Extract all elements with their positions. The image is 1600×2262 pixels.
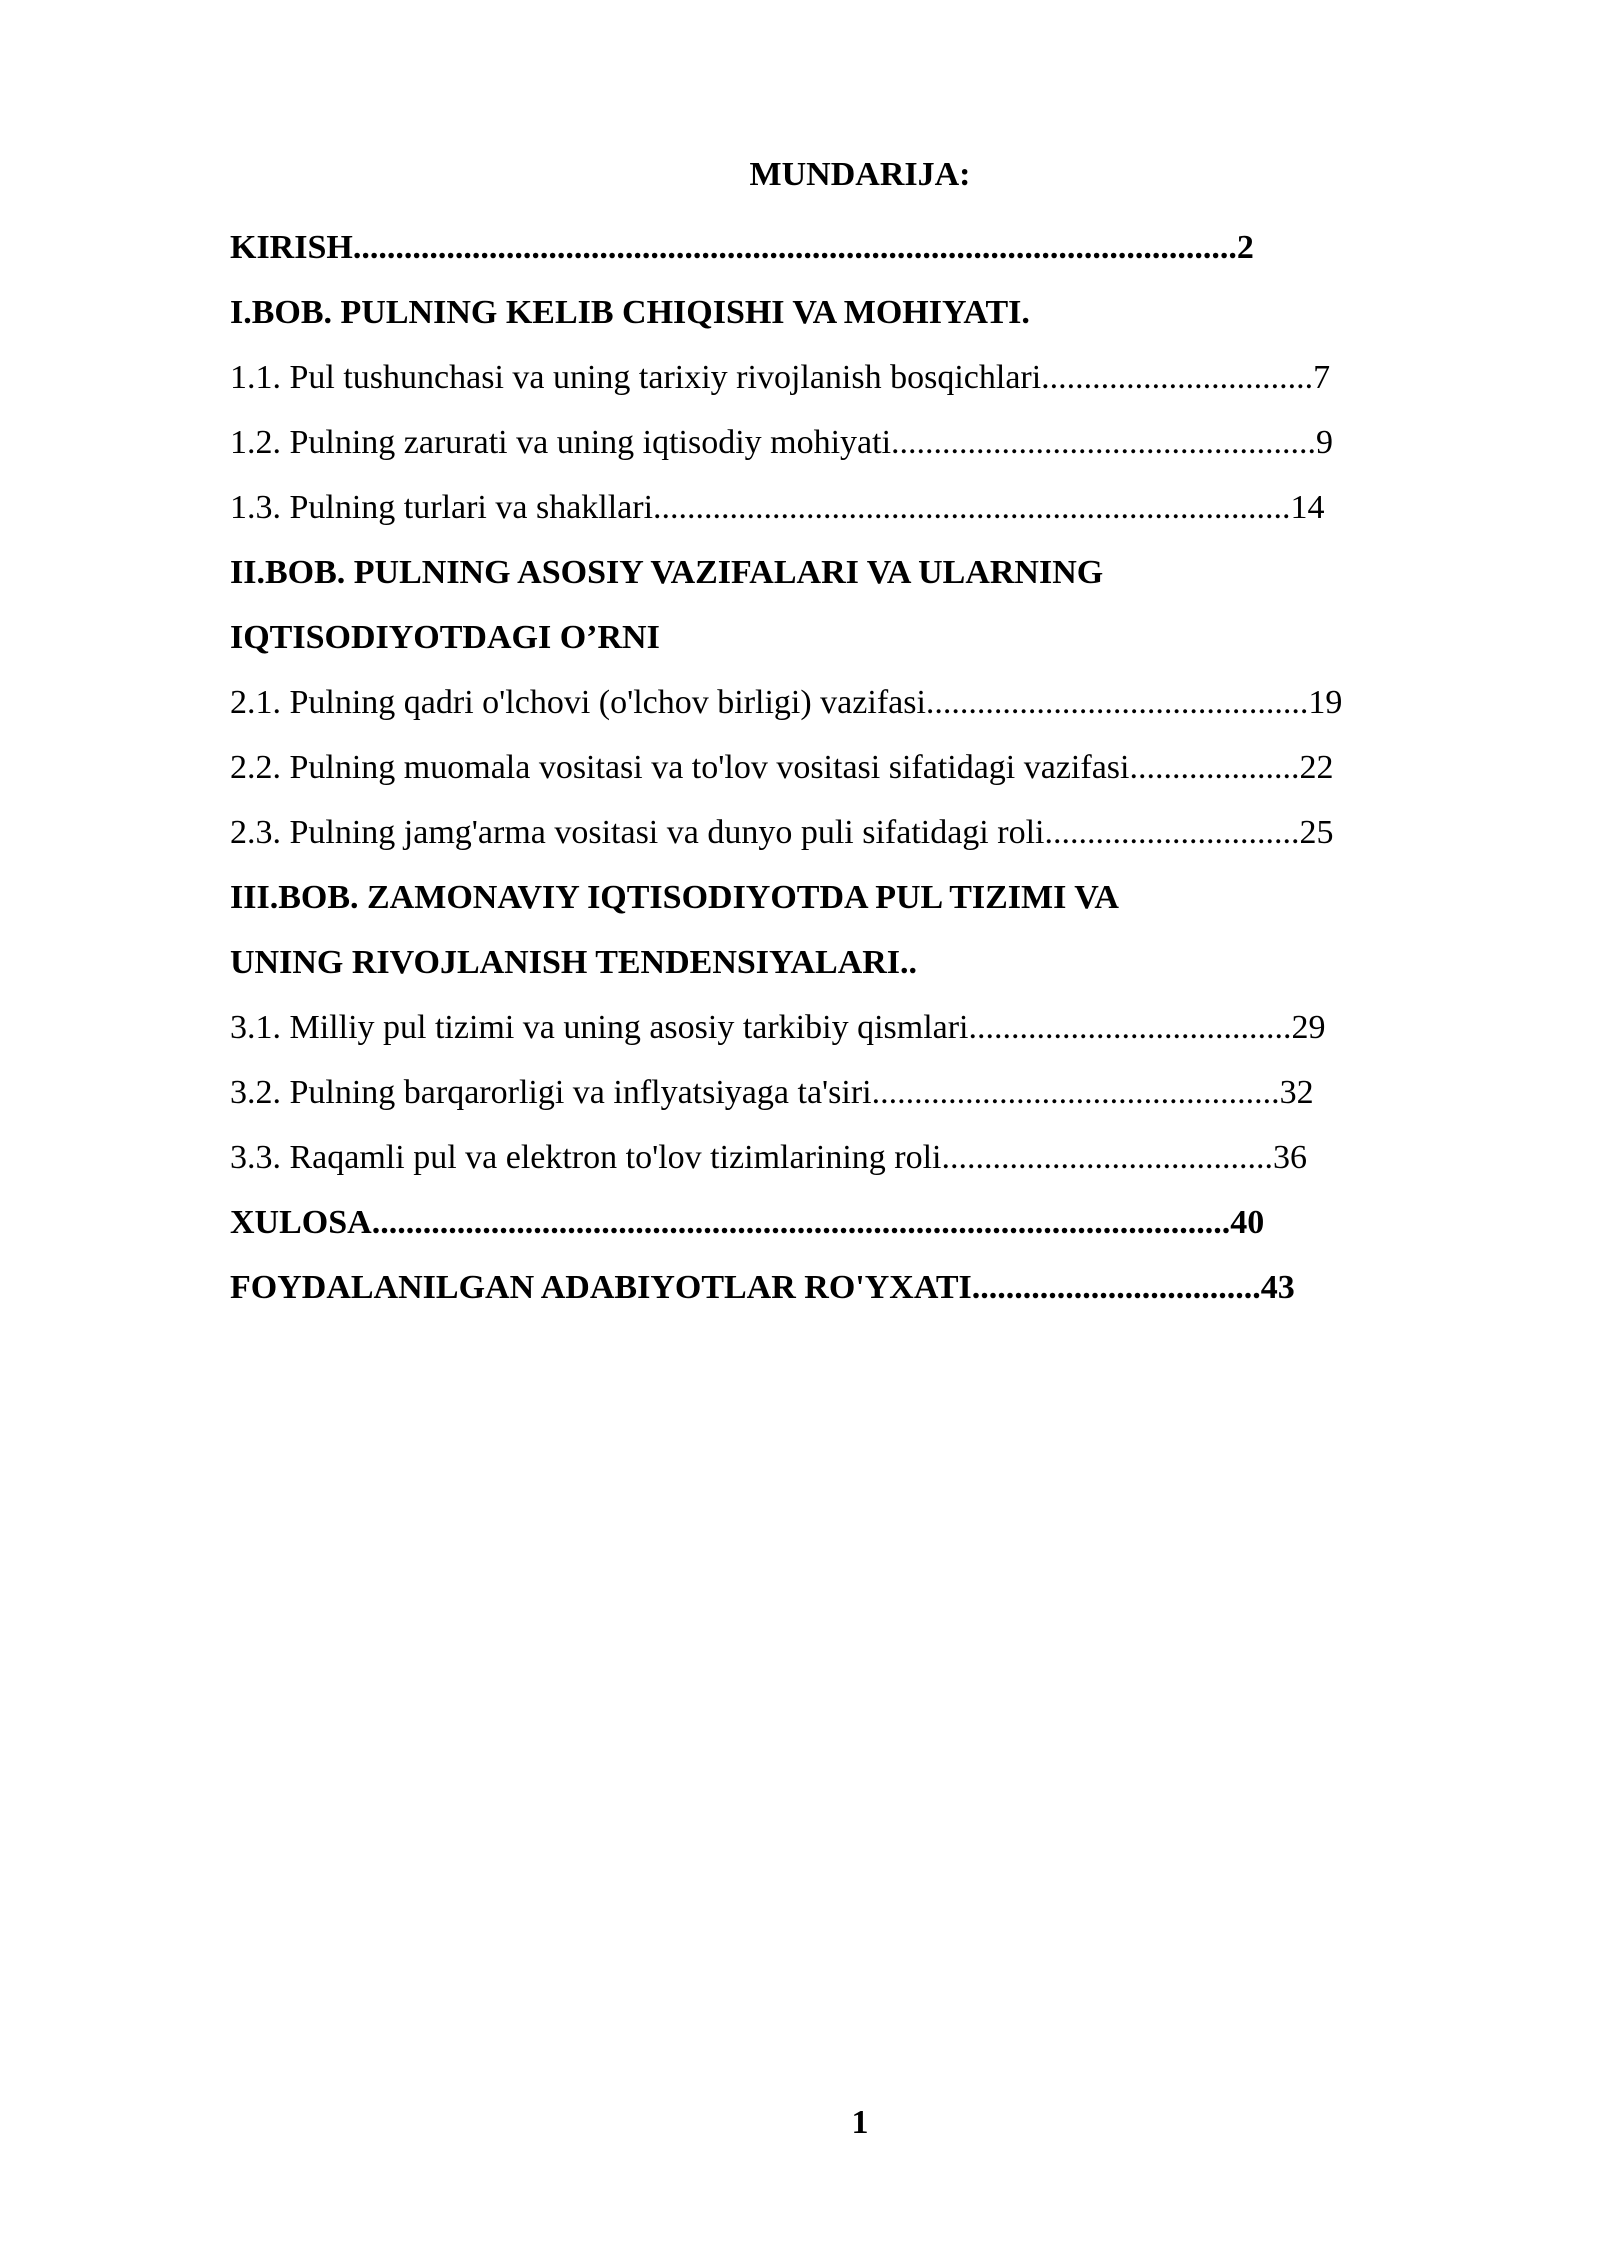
toc-entry-adabiyotlar: FOYDALANILGAN ADABIYOTLAR RO'YXATI..................................43	[230, 1269, 1295, 1306]
toc-entry-1-3: 1.3. Pulning turlari va shakllari...........................................................................14	[230, 489, 1325, 526]
toc-chapter-1-heading: I.BOB. PULNING KELIB CHIQISHI VA MOHIYATI.	[230, 294, 1030, 331]
toc-entry-3-2: 3.2. Pulning barqarorligi va inflyatsiyaga ta'siri................................................32	[230, 1074, 1314, 1111]
table-of-contents	[230, 215, 1510, 1320]
toc-entry-2-3: 2.3. Pulning jamg'arma vositasi va dunyo puli sifatidagi roli..............................25	[230, 814, 1334, 851]
toc-title: MUNDARIJA:	[749, 156, 971, 193]
toc-chapter-3-heading-line-1: III.BOB. ZAMONAVIY IQTISODIYOTDA PUL TIZIMI VA	[230, 879, 1119, 916]
toc-entry-3-3: 3.3. Raqamli pul va elektron to'lov tizimlarining roli.......................................36	[230, 1139, 1307, 1176]
toc-entry-2-2: 2.2. Pulning muomala vositasi va to'lov vositasi sifatidagi vazifasi....................22	[230, 749, 1334, 786]
toc-entry-2-1: 2.1. Pulning qadri o'lchovi (o'lchov birligi) vazifasi.............................................19	[230, 684, 1343, 721]
toc-entry-xulosa: XULOSA.....................................................................................................40	[230, 1204, 1265, 1241]
toc-entry-1-2: 1.2. Pulning zarurati va uning iqtisodiy mohiyati..................................................9	[230, 424, 1334, 461]
page-number: 1	[851, 2104, 869, 2141]
toc-entry-kirish: KIRISH........................................................................................................2	[230, 229, 1254, 266]
toc-chapter-3-heading-line-2: UNING RIVOJLANISH TENDENSIYALARI..	[230, 944, 918, 981]
toc-entry-1-1: 1.1. Pul tushunchasi va uning tarixiy rivojlanish bosqichlari................................7	[230, 359, 1331, 396]
toc-entry-3-1: 3.1. Milliy pul tizimi va uning asosiy tarkibiy qismlari......................................29	[230, 1009, 1326, 1046]
toc-chapter-2-heading-line-1: II.BOB. PULNING ASOSIY VAZIFALARI VA ULARNING	[230, 554, 1104, 591]
toc-chapter-2-heading-line-2: IQTISODIYOTDAGI O’RNI	[230, 619, 660, 656]
